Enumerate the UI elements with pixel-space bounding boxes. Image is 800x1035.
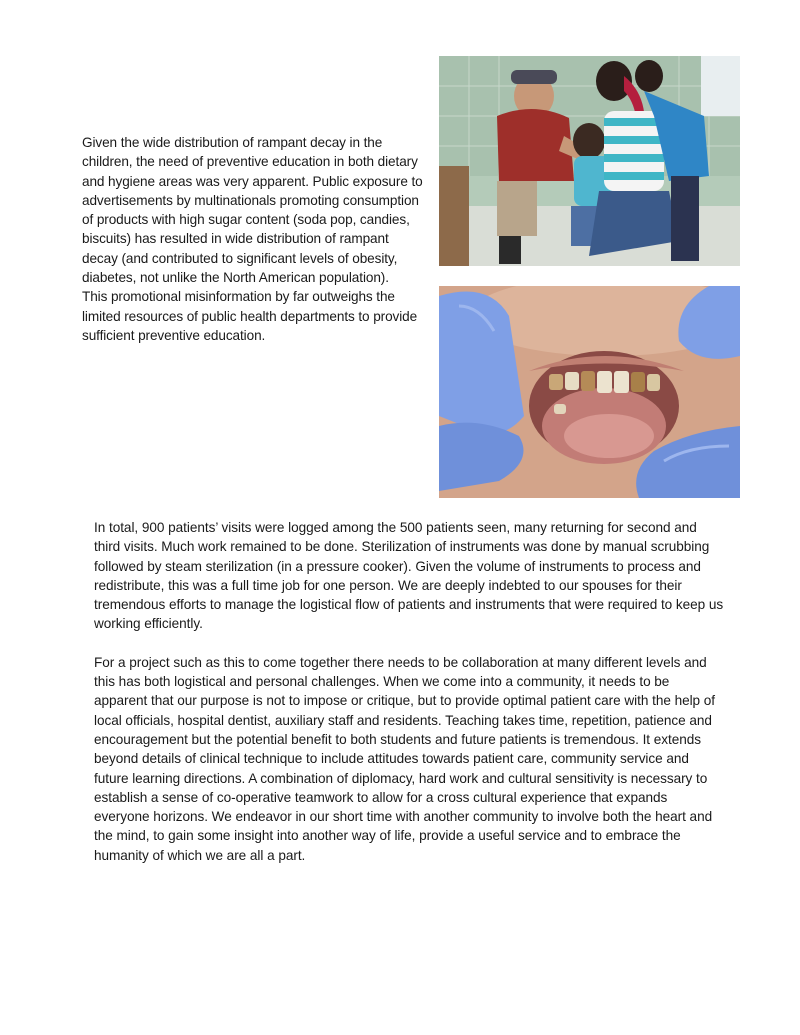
clinic-exam-photo (439, 56, 740, 266)
body-paragraph-collaboration: For a project such as this to come together there needs to be collaboration at many different levels and this has both logistical and personal challenges. When we come into a community, it needs to be apparent that our purpose is not to impose or critique, but to provide optimal patient care with the help of local officials, hospital dentist, auxiliary staff and residents. Teaching takes time, repetition, patience and encouragement but the potential benefit to both students and future patients is tremendous. It extends beyond details of clinical technique to include attitudes towards patient care, community service and future learning directions. A combination of diplomacy, hard work and cultural sensitivity is necessary to establish a sense of co-operative teamwork to allow for a cross cultural experience that expands everyone horizons. We endeavor in our short time with another community to involve both the heart and the mind, to gain some insight into another way of life, provide a useful service and to embrace the humanity of which we are all a part. (94, 654, 716, 863)
intro-text-block (82, 133, 427, 345)
intro-paragraph-misinformation: This promotional misinformation by far outweighs the limited resources of public health departments to provide sufficient preventive education. (82, 289, 418, 343)
body-text-block (94, 518, 724, 884)
body-paragraph-patient-visits: In total, 900 patients’ visits were logged among the 500 patients seen, many returning for second and third visits. Much work remained to be done. Sterilization of instruments was done by manual scrubbing followed by steam sterilization (in a pressure cooker). Given the volume of instruments to process and redistribute, this was a full time job for one person. We are deeply indebted to our spouses for their tremendous efforts to manage the logistical flow of patients and instruments that were required to keep us working efficiently. (94, 520, 724, 632)
intro-paragraph-decay: Given the wide distribution of rampant decay in the children, the need of preventive education in both dietary and hygiene areas was very apparent. Public exposure to advertisements by multinationals promoting consumption of products with high sugar content (soda pop, candies, biscuits) has resulted in wide distribution of rampant decay (and contributed to significant levels of obesity, diabetes, not unlike the North American population). (82, 135, 423, 286)
dental-decay-closeup-photo (439, 286, 740, 498)
